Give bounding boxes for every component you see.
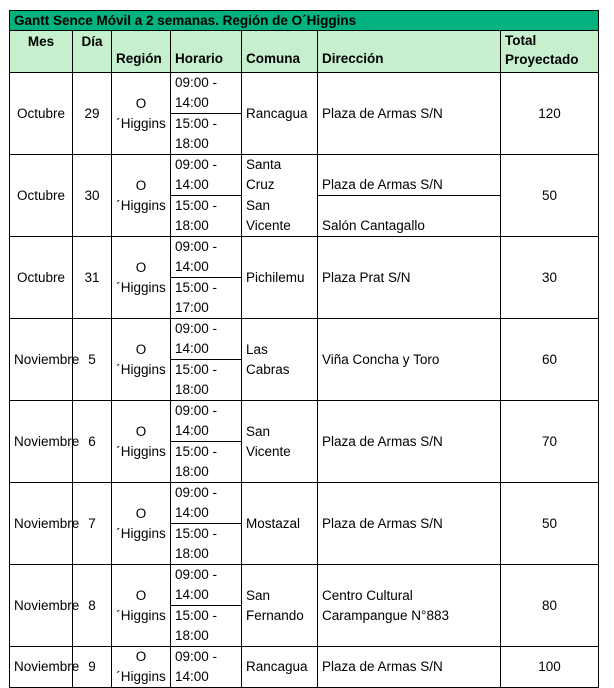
cell-horario-pm: 15:00 - 18:00 <box>171 442 242 483</box>
cell-horario-pm: 15:00 - 17:00 <box>171 278 242 319</box>
table-row <box>10 155 599 196</box>
cell-comuna: Rancagua <box>242 647 318 688</box>
cell-direccion: Viña Concha y Toro <box>318 319 501 401</box>
table-row <box>10 401 599 442</box>
cell-region: O´Higgins <box>112 73 171 155</box>
cell-region: O´Higgins <box>112 401 171 483</box>
cell-dia: 8 <box>73 565 112 647</box>
cell-horario-pm: 15:00 - 18:00 <box>171 606 242 647</box>
cell-comuna: Santa Cruz <box>242 155 318 196</box>
cell-mes: Noviembre <box>10 401 73 483</box>
table-row <box>10 565 599 606</box>
cell-direccion: Centro Cultural Carampangue N°883 <box>318 565 501 647</box>
cell-comuna: Mostazal <box>242 483 318 565</box>
cell-region: O´Higgins <box>112 565 171 647</box>
cell-total: 100 <box>501 647 599 688</box>
cell-comuna: San Vicente <box>242 401 318 483</box>
cell-region: O´Higgins <box>112 647 171 688</box>
table-title: Gantt Sence Móvil a 2 semanas. Región de O´Higgins <box>10 11 599 31</box>
header-dia: Día <box>73 31 112 73</box>
cell-total: 120 <box>501 73 599 155</box>
cell-horario-am: 09:00 - 14:00 <box>171 73 242 114</box>
cell-mes: Noviembre <box>10 483 73 565</box>
cell-horario-am: 09:00 - 14:00 <box>171 565 242 606</box>
cell-dia: 5 <box>73 319 112 401</box>
header-total-line2: Proyectado <box>505 52 579 67</box>
cell-total: 70 <box>501 401 599 483</box>
cell-horario-am: 09:00 - 14:00 <box>171 483 242 524</box>
cell-direccion: Plaza de Armas S/N <box>318 401 501 483</box>
header-comuna: Comuna <box>242 31 318 73</box>
cell-total: 50 <box>501 155 599 237</box>
cell-horario-am: 09:00 - 14:00 <box>171 237 242 278</box>
cell-horario-pm: 15:00 - 18:00 <box>171 524 242 565</box>
header-row <box>10 31 599 73</box>
cell-direccion: Plaza Prat S/N <box>318 237 501 319</box>
table-row <box>10 647 599 688</box>
cell-total: 60 <box>501 319 599 401</box>
cell-horario-pm: 15:00 - 18:00 <box>171 114 242 155</box>
cell-dia: 29 <box>73 73 112 155</box>
cell-comuna: San Vicente <box>242 196 318 237</box>
cell-direccion: Salón Cantagallo <box>318 196 501 237</box>
cell-direccion: Plaza de Armas S/N <box>318 483 501 565</box>
cell-region: O´Higgins <box>112 483 171 565</box>
header-total-line1: Total <box>505 33 537 48</box>
cell-dia: 7 <box>73 483 112 565</box>
cell-dia: 30 <box>73 155 112 237</box>
cell-direccion: Plaza de Armas S/N <box>318 155 501 196</box>
cell-comuna: Rancagua <box>242 73 318 155</box>
header-region: Región <box>112 31 171 73</box>
table-row <box>10 319 599 360</box>
header-horario: Horario <box>171 31 242 73</box>
gantt-sheet <box>9 10 599 688</box>
cell-mes: Noviembre <box>10 565 73 647</box>
cell-mes: Octubre <box>10 237 73 319</box>
cell-horario-am: 09:00 - 14:00 <box>171 155 242 196</box>
gantt-table <box>9 10 599 688</box>
cell-mes: Octubre <box>10 155 73 237</box>
cell-total: 30 <box>501 237 599 319</box>
cell-comuna: Las Cabras <box>242 319 318 401</box>
table-row <box>10 237 599 278</box>
table-row <box>10 483 599 524</box>
cell-horario-pm: 15:00 - 18:00 <box>171 360 242 401</box>
cell-region: O´Higgins <box>112 237 171 319</box>
cell-comuna: San Fernando <box>242 565 318 647</box>
cell-comuna: Pichilemu <box>242 237 318 319</box>
header-total <box>501 31 599 73</box>
cell-region: O´Higgins <box>112 155 171 237</box>
cell-horario-am: 09:00 - 14:00 <box>171 319 242 360</box>
cell-region: O´Higgins <box>112 319 171 401</box>
cell-dia: 31 <box>73 237 112 319</box>
header-mes: Mes <box>10 31 73 73</box>
cell-horario-am: 09:00 - 14:00 <box>171 647 242 688</box>
header-direccion: Dirección <box>318 31 501 73</box>
cell-direccion: Plaza de Armas S/N <box>318 73 501 155</box>
cell-mes: Noviembre <box>10 647 73 688</box>
cell-total: 80 <box>501 565 599 647</box>
cell-direccion: Plaza de Armas S/N <box>318 647 501 688</box>
cell-dia: 6 <box>73 401 112 483</box>
cell-horario-pm: 15:00 - 18:00 <box>171 196 242 237</box>
cell-mes: Octubre <box>10 73 73 155</box>
cell-horario-am: 09:00 - 14:00 <box>171 401 242 442</box>
cell-dia: 9 <box>73 647 112 688</box>
cell-total: 50 <box>501 483 599 565</box>
cell-mes: Noviembre <box>10 319 73 401</box>
table-row <box>10 73 599 114</box>
